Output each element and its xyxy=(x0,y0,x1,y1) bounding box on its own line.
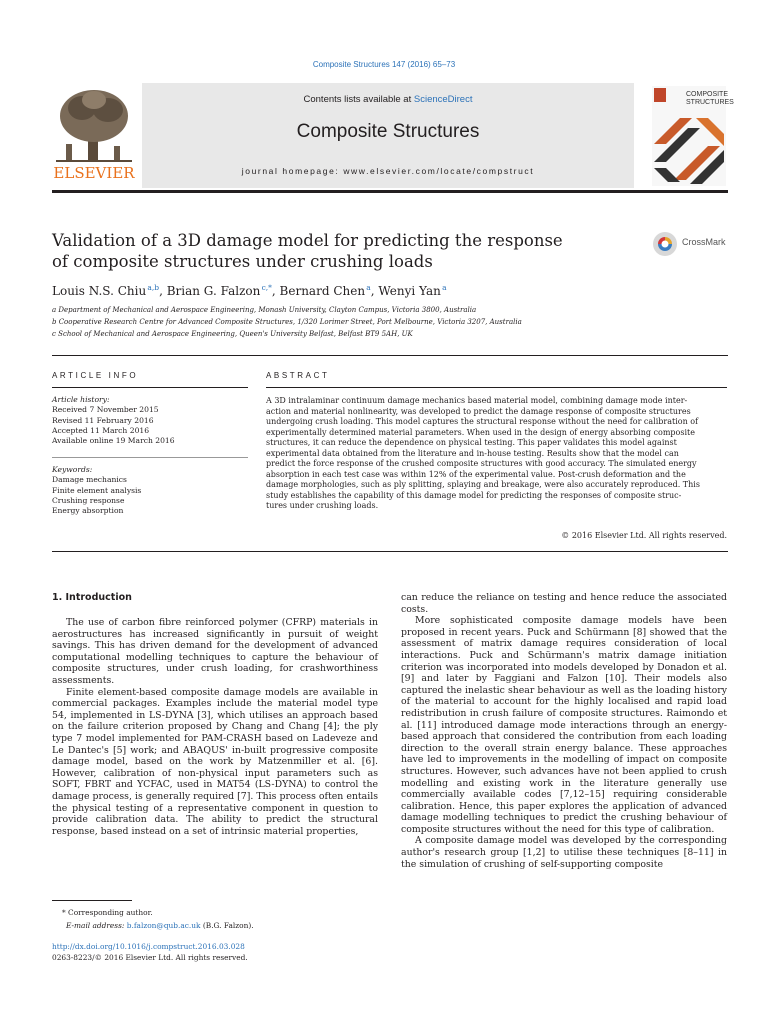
paragraph: The use of carbon fibre reinforced polymer (CFRP) materials in aerostructures has increased significantly in pursuit of weight savings. This has driven demand for the development of advanced computational modelling techniques to capture the behaviour of composite structures, under crush loading, for crashworthiness assessments. xyxy=(52,617,378,686)
journal-cover-thumbnail xyxy=(650,84,734,188)
section-heading: 1. Introduction xyxy=(52,592,132,603)
abstract-line: A 3D intralaminar continuum damage mechanics based material model, combining damage mode inter- xyxy=(266,396,688,405)
abstract-line: study establishes the capability of this damage model for predicting the responses of composite struc- xyxy=(266,490,682,500)
doi-link[interactable]: http://dx.doi.org/10.1016/j.compstruct.2016.03.028 xyxy=(52,942,245,951)
email-label: E-mail address: xyxy=(66,921,127,930)
keyword: Energy absorption xyxy=(52,506,124,516)
affiliation-a: a Department of Mechanical and Aerospace Engineering, Monash University, Clayton Campus, Victoria 3800, Australia xyxy=(52,306,477,314)
abstract-line: undergoing crush loading. This model captures the structural response without the need for calibration of xyxy=(266,417,699,426)
abstract-line: damage morphologies, such as ply splitting, splaying and breakage, were also accurately reproduced. This xyxy=(266,480,700,489)
contents-prefix: Contents lists available at xyxy=(303,94,414,105)
crossmark-icon xyxy=(652,230,678,258)
affiliation-b: b Cooperative Research Centre for Advanced Composite Structures, 1/320 Lorimer Street, Port Melbourne, Victoria 3207, Australia xyxy=(52,318,522,326)
abstract-line: experimentally determined material parameters. When used in the design of energy absorbing composite xyxy=(266,427,695,437)
paragraph: A composite damage model was developed by the corresponding author's research group [1,2] to utilise these techniques [8–11] in the simulation of crushing of self-supporting composite xyxy=(401,835,727,870)
author-affil-sup[interactable]: c,* xyxy=(261,283,272,292)
abstract-line: predict the force response of the crushed composite structures with good accuracy. The simulated energy xyxy=(266,459,697,468)
abstract-line: absorption in each test case was within 12% of the experimental value. Post-crush deformation and the xyxy=(266,469,686,479)
abstract-bottom-rule xyxy=(52,551,728,552)
author-affil-sup[interactable]: a xyxy=(442,283,447,292)
footnote-rule xyxy=(52,900,132,901)
keyword: Damage mechanics xyxy=(52,475,127,485)
journal-title: Composite Structures xyxy=(296,121,480,142)
paragraph: Finite element-based composite damage models are available in commercial packages. Examples include the material model type 54, implemented in LS-DYNA [3], which utilises an approach based on the failure criterion proposed by Chang and Chang [4]; the ply type 7 model implemented for PAM-CRASH based on Ladeveze and Le Dantec's [5] work; and ABAQUS' in-built progressive composite damage model, based on the work by Matzenmiller et al. [6]. However, calibration of non-physical input parameters such as SOFT, FBRT and YCFAC, used in MAT54 (LS-DYNA) to control the damage process, is generally required [7]. This process often entails the physical testing of a representative component in question to provide calibration data. The ability to predict the structural response, based instead on a set of intrinsic material properties, xyxy=(52,686,378,837)
crossmark-label: CrossMark xyxy=(682,237,726,247)
title-line-1: Validation of a 3D damage model for predicting the response xyxy=(52,231,563,250)
article-title xyxy=(52,230,612,272)
body-left-column xyxy=(52,617,378,837)
author-name: Wenyi Yan xyxy=(378,284,441,298)
sciencedirect-link[interactable]: ScienceDirect xyxy=(413,94,473,105)
crossmark-badge[interactable] xyxy=(652,230,742,258)
journal-homepage[interactable]: journal homepage: www.elsevier.com/locate/compstruct xyxy=(241,166,535,176)
affiliation-rule xyxy=(52,355,728,356)
abstract-rule xyxy=(266,387,727,388)
journal-citation[interactable]: Composite Structures 147 (2016) 65–73 xyxy=(312,60,456,69)
email-suffix: (B.G. Falzon). xyxy=(200,921,254,930)
keywords-rule xyxy=(52,457,248,458)
article-history xyxy=(52,395,248,446)
email-note xyxy=(66,921,254,930)
contents-available xyxy=(142,94,634,105)
keyword: Crushing response xyxy=(52,495,125,505)
history-item: Available online 19 March 2016 xyxy=(52,436,175,446)
keywords-block xyxy=(52,465,248,516)
keyword: Finite element analysis xyxy=(52,485,142,495)
paragraph: can reduce the reliance on testing and hence reduce the associated costs. xyxy=(401,592,727,615)
author-name: Brian G. Falzon xyxy=(166,284,261,298)
article-info-label: ARTICLE INFO xyxy=(52,371,139,380)
cover-text-2: STRUCTURES xyxy=(686,99,734,106)
abstract-label: ABSTRACT xyxy=(266,371,330,380)
affiliation-c: c School of Mechanical and Aerospace Engineering, Queen's University Belfast, Belfast BT9 5AH, UK xyxy=(52,330,413,338)
abstract-line: action and material nonlinearity, was developed to predict the damage response of composite structures xyxy=(266,406,691,416)
author-name: Louis N.S. Chiu xyxy=(52,284,147,298)
elsevier-logo xyxy=(52,86,136,182)
history-label: Article history: xyxy=(52,395,110,404)
elsevier-wordmark: ELSEVIER xyxy=(53,164,135,182)
cover-text-1: COMPOSITE xyxy=(686,91,729,98)
abstract-body xyxy=(266,396,727,512)
author-affil-sup[interactable]: a,b xyxy=(147,283,160,292)
body-right-column xyxy=(401,592,727,870)
abstract-line: tures under crushing loads. xyxy=(266,501,379,510)
paragraph: More sophisticated composite damage models have been proposed in recent years. Puck and Schürmann [8] showed that the assessment of matrix damage requires consideration of local interactions. Puck and Schürmann's matrix damage initiation criterion was incorporated into models developed by Donadon et al. [9] and later by Faggiani and Falzon [10]. Their models also captured the inelastic shear behaviour as well as the loading history of the material to account for the highly localised and rapid load redistribution in crush failure of composite structures. Raimondo et al. [11] introduced damage mode interactions through an energy-based approach that considered the contribution from each loading direction to the overall strain energy balance. These approaches have led to improvements in the modelling of impact on composite structures. However, such advances have not been applied to crush modelling and existing work in the literature generally use commercially available codes [7,12–15] requiring considerable calibration. Hence, this paper explores the application of advanced damage modelling techniques to predict the crushing behaviour of composite structures without the need for this type of calibration. xyxy=(401,615,727,835)
author-list: Louis N.S. Chiu $^{a,b}$, Brian G. Falzon $^{c,*}$, Bernard Chen $^a$, Wenyi Yan $^a$ xyxy=(52,283,447,298)
history-item: Revised 11 February 2016 xyxy=(52,415,154,425)
abstract-copyright: © 2016 Elsevier Ltd. All rights reserved. xyxy=(561,531,727,540)
title-line-2: of composite structures under crushing loads xyxy=(52,252,433,271)
article-info-rule xyxy=(52,387,248,388)
history-item: Received 7 November 2015 xyxy=(52,405,159,415)
history-item: Accepted 11 March 2016 xyxy=(52,425,150,435)
corresponding-author-note: * Corresponding author. xyxy=(62,908,153,917)
email-link[interactable]: b.falzon@qub.ac.uk xyxy=(126,921,201,930)
keywords-label: Keywords: xyxy=(52,465,93,474)
header-rule xyxy=(52,190,728,193)
abstract-line: structures, it can reduce the dependence on physical testing. This paper validates this model against xyxy=(266,438,677,447)
issn-copyright: 0263-8223/© 2016 Elsevier Ltd. All rights reserved. xyxy=(52,953,248,962)
author-affil-sup[interactable]: a xyxy=(366,283,371,292)
author-name: Bernard Chen xyxy=(279,284,366,298)
abstract-line: experimental data obtained from the literature and in-house testing. Results show that the model can xyxy=(266,448,679,458)
